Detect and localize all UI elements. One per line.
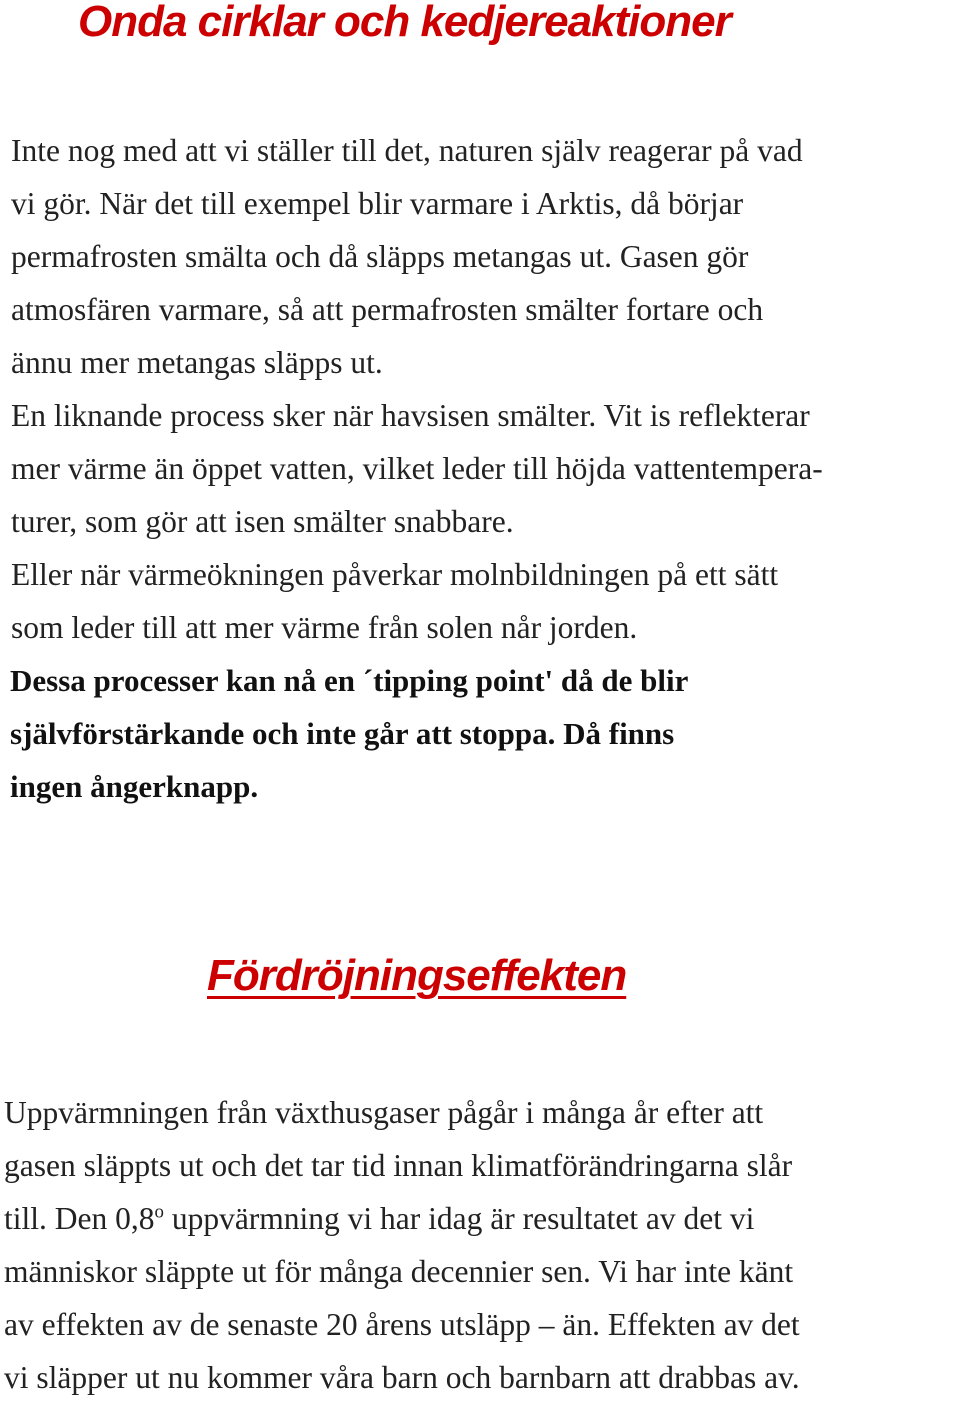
paragraph-line: turer, som gör att isen smälter snabbare. xyxy=(11,504,514,539)
paragraph-line: En liknande process sker när havsisen smälter. Vit is reflekterar xyxy=(11,398,810,433)
paragraph-line: gasen släppts ut och det tar tid innan klimatförändringarna slår xyxy=(4,1148,793,1183)
line-text: till. Den 0,8 xyxy=(4,1201,155,1236)
paragraph-line: av effekten av de senaste 20 årens utsläpp – än. Effekten av det xyxy=(4,1307,800,1342)
paragraph-line: Eller när värmeökningen påverkar molnbildningen på ett sätt xyxy=(11,557,779,592)
paragraph-line: vi gör. När det till exempel blir varmare i Arktis, då börjar xyxy=(11,186,744,221)
emphasis-line: ingen ångerknapp. xyxy=(10,769,259,804)
emphasis-line: Dessa processer kan nå en ´tipping point' då de blir xyxy=(10,663,689,698)
emphasis-line: självförstärkande och inte går att stoppa. Då finns xyxy=(10,716,675,751)
paragraph-line: permafrosten smälta och då släpps metangas ut. Gasen gör xyxy=(11,239,749,274)
paragraph-line: människor släppte ut för många decennier sen. Vi har inte känt xyxy=(4,1254,794,1289)
paragraph-line: Inte nog med att vi ställer till det, naturen själv reagerar på vad xyxy=(11,133,803,168)
paragraph-line: som leder till att mer värme från solen når jorden. xyxy=(11,610,638,645)
paragraph-line xyxy=(4,1199,754,1239)
paragraph-line: atmosfären varmare, så att permafrosten smälter fortare och xyxy=(11,292,764,327)
paragraph-line: vi släpper ut nu kommer våra barn och barnbarn att drabbas av. xyxy=(4,1360,800,1395)
paragraph-line: Uppvärmningen från växthusgaser pågår i många år efter att xyxy=(4,1095,764,1130)
degree-superscript: o xyxy=(154,1201,164,1223)
paragraph-line: mer värme än öppet vatten, vilket leder till höjda vattentempera- xyxy=(11,451,823,486)
paragraph-line: ännu mer metangas släpps ut. xyxy=(11,345,383,380)
section-heading-chain-reactions: Onda cirklar och kedjereaktioner xyxy=(78,0,731,46)
line-text: uppvärmning vi har idag är resultatet av det vi xyxy=(163,1201,755,1236)
section-heading-delay-effect: Fördröjningseffekten xyxy=(207,951,627,1000)
